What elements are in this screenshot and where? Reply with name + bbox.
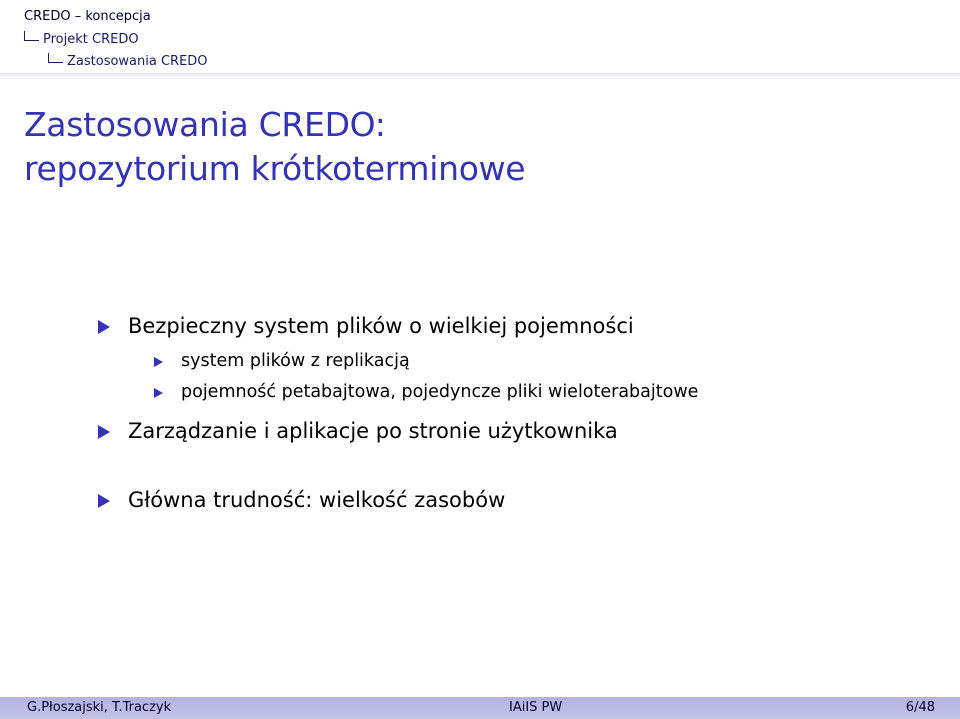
nav-subsection-label: Projekt CREDO	[43, 32, 139, 47]
list-item: Bezpieczny system plików o wielkiej pojemności	[128, 314, 634, 338]
footer-authors: G.Płoszajski, T.Traczyk	[27, 700, 172, 715]
list-item: Główna trudność: wielkość zasobów	[128, 488, 506, 512]
footer-page-number: 6/48	[905, 700, 935, 715]
bullet-triangle-icon	[98, 494, 110, 508]
footer-bar	[0, 697, 960, 719]
sub-bullet-triangle-icon	[154, 388, 163, 398]
sub-list-item: pojemność petabajtowa, pojedyncze pliki wieloterabajtowe	[181, 382, 699, 402]
nav-section[interactable]: CREDO – koncepcja	[24, 9, 151, 24]
sub-bullet-triangle-icon	[154, 357, 163, 367]
sub-list-item: system plików z replikacją	[181, 351, 410, 371]
list-item: Zarządzanie i aplikacje po stronie użytkownika	[128, 419, 618, 443]
frame-title-line-1: Zastosowania CREDO:	[24, 105, 386, 144]
bullet-triangle-icon	[98, 425, 110, 439]
footer-institute: IAiIS PW	[509, 700, 563, 715]
frame-title-line-2: repozytorium krótkoterminowe	[24, 149, 526, 188]
nav-subsubsection-label: Zastosowania CREDO	[67, 54, 208, 69]
bullet-triangle-icon	[98, 320, 110, 334]
